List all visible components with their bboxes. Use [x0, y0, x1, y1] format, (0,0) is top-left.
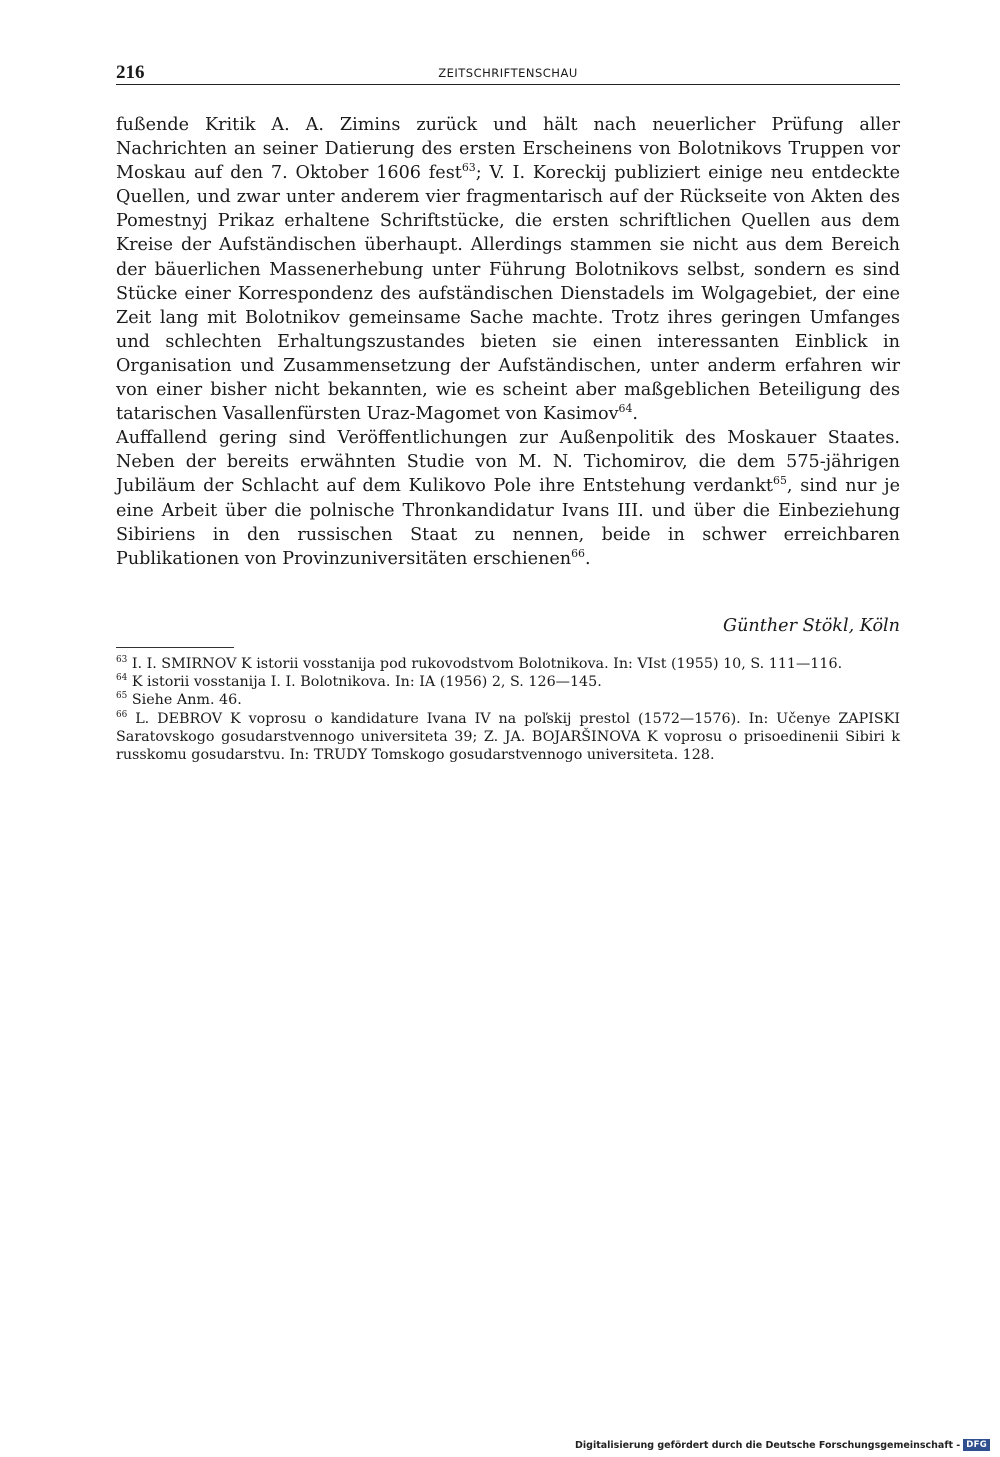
author-signature: Günther Stökl, Köln	[723, 616, 900, 636]
dfg-logo-icon: DFG	[963, 1439, 990, 1451]
footnote-ref[interactable]: 64	[618, 402, 633, 416]
footnote-ref[interactable]: 66	[571, 546, 585, 560]
digitization-credit	[575, 1439, 990, 1451]
footnote-number: 65	[116, 691, 128, 702]
footnote	[116, 710, 900, 765]
credit-text: Digitalisierung gefördert durch die Deutsche Forschungsgemeinschaft -	[575, 1439, 961, 1451]
paragraph-text: , sind nur je eine Arbeit über die polnische Thronkandidatur Ivans III. und über die Einbeziehung Sibiriens in den russischen Staat zu nennen, beide in schwer erreichbaren Publikationen von Provinzuniversitäten erschienen	[116, 476, 900, 569]
page-header	[116, 62, 900, 85]
paragraph	[116, 426, 900, 571]
paragraph-text: .	[632, 404, 638, 425]
footnotes	[116, 655, 900, 764]
footnote-text: K istorii vosstanija I. I. Bolotnikova. In: IA (1956) 2, S. 126—145.	[131, 674, 602, 691]
running-title: ZEITSCHRIFTENSCHAU	[438, 66, 578, 80]
footnote-divider	[116, 647, 234, 648]
footnote-number: 64	[116, 673, 128, 684]
footnote-text: Siehe Anm. 46.	[131, 692, 242, 709]
footnote-text: I. I. SMIRNOV K istorii vosstanija pod rukovodstvom Bolotnikova. In: VIst (1955) 10, S. 111—116.	[131, 656, 843, 672]
paragraph-text: Auffallend gering sind Veröffentlichungen zur Außenpolitik des Moskauer Staates. Neben der bereits erwähnten Studie von M. N. Tichomirov, die dem 575-jährigen Jubiläum der Schlacht auf dem Kulikovo Pole ihre Entstehung verdankt	[116, 428, 900, 497]
footnote-number: 63	[116, 655, 128, 666]
paragraph-text: .	[584, 548, 591, 569]
page-number: 216	[116, 62, 145, 83]
footnote	[116, 655, 900, 673]
paragraph-text: fußende Kritik A. A. Zimins zurück und hält nach neuerlicher Prüfung aller Nachrichten an seiner Datierung des ersten Erscheinens von Bolotnikovs Truppen vor Moskau auf den 7. Oktober 1606 fest	[116, 115, 900, 184]
paragraph-text: ; V. I. Koreckij publiziert einige neu entdeckte Quellen, und zwar unter anderem vier fragmentarisch auf der Rückseite von Akten des Pomestnyj Prikaz erhaltene Schriftstücke, die ersten schriftlichen Quellen aus dem Kreise der Aufständischen überhaupt. Allerdings stammen sie nicht aus dem Bereich der bäuerlichen Massenerhebung unter Führung Bolotnikovs selbst, sondern es sind Stücke einer Korrespondenz des aufständischen Dienstadels im Wolgagebiet, der eine Zeit lang mit Bolotnikov gemeinsame Sache machte. Trotz ihres geringen Umfanges und schlechten Erhaltungszustandes bieten sie einen interessanten Einblick in Organisation und Zusammensetzung der Aufständischen, unter anderm erfahren wir von einer bisher nicht bekannten, wie es scheint aber maßgeblichen Beteiligung des tatarischen Vasallenfürsten Uraz-Magomet von Kasimov	[116, 163, 900, 425]
footnote-ref[interactable]: 65	[773, 474, 787, 488]
footnote-text: L. DEBROV K voprosu o kandidature Ivana IV na poľskij prestol (1572—1576). In: Učenye ZAPISKI Saratovskogo gosudarstvennogo universiteta 39; Z. JA. BOJARŠINOVA K voprosu o prisoedinenii Sibiri k russkomu gosudarstvu. In: TRUDY Tomskogo gosudarstvennogo universiteta. 128.	[116, 710, 900, 764]
article-body	[116, 113, 900, 571]
footnote-number: 66	[116, 709, 128, 720]
footnote-ref[interactable]: 63	[461, 161, 476, 175]
paragraph	[116, 113, 900, 426]
footnote	[116, 691, 900, 709]
footnote	[116, 673, 900, 691]
